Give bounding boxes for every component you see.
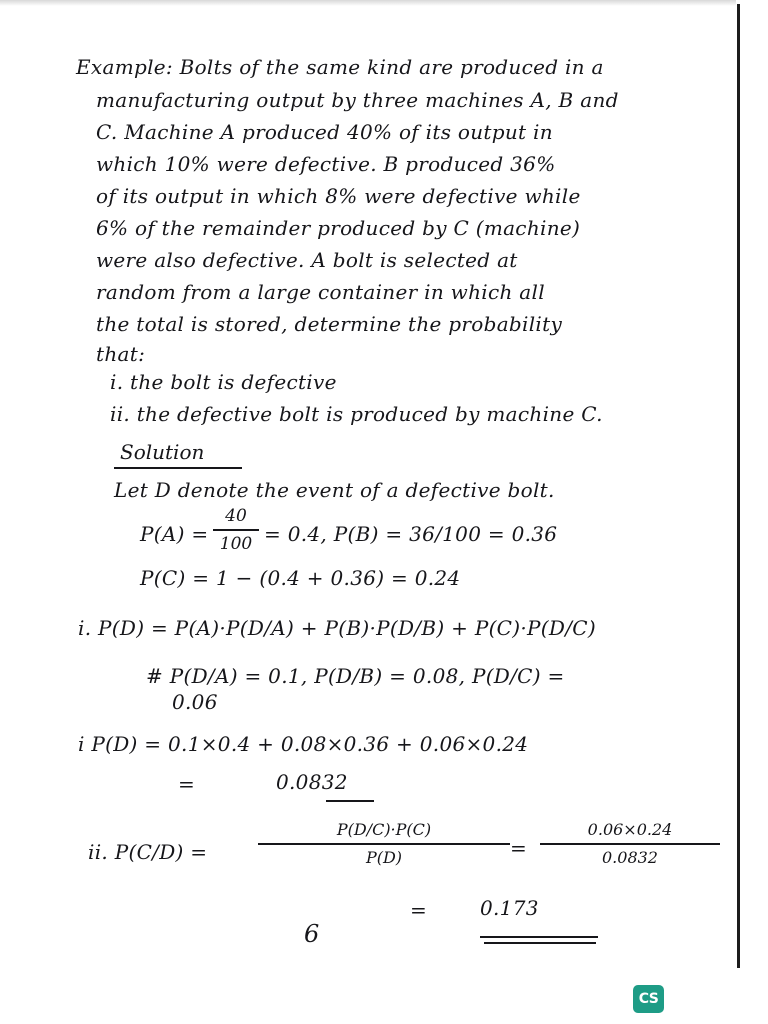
problem-line-7: were also defective. A bolt is selected at	[96, 248, 518, 272]
problem-line-6: 6% of the remainder produced by C (machine)	[96, 216, 581, 240]
pa-numerator: 40	[225, 506, 247, 526]
part2-value-fraction	[540, 818, 720, 870]
part2-fraction-bar	[258, 843, 510, 845]
solution-heading-underline	[114, 467, 242, 469]
problem-part-ii: ii. the defective bolt is produced by machine C.	[110, 402, 603, 426]
solution-heading: Solution	[120, 440, 205, 464]
pd-result-equals: =	[178, 772, 196, 796]
part2-value-numerator: 0.06×0.24	[587, 820, 673, 839]
pa-lhs: P(A) =	[140, 522, 209, 546]
given-conditionals-cont: 0.06	[172, 690, 218, 714]
problem-line-8: random from a large container in which all	[96, 280, 545, 304]
solution-let-line: Let D denote the event of a defective bolt.	[114, 478, 555, 502]
given-conditionals: # P(D/A) = 0.1, P(D/B) = 0.08, P(D/C) =	[146, 664, 565, 688]
final-answer-underline-2	[484, 942, 596, 944]
part2-denominator: P(D)	[365, 848, 403, 867]
pa-fraction-bar	[213, 529, 259, 531]
page-right-edge	[737, 4, 740, 968]
part2-fraction	[258, 818, 510, 870]
camscanner-logo-badge: CS	[633, 985, 664, 1013]
problem-line-9: the total is stored, determine the probability	[96, 312, 563, 336]
part2-value-denominator: 0.0832	[602, 848, 658, 867]
problem-line-3: C. Machine A produced 40% of its output in	[96, 120, 553, 144]
part2-equals: =	[510, 836, 528, 860]
pa-rest: = 0.4, P(B) = 36/100 = 0.36	[264, 522, 558, 546]
problem-line-1: Example: Bolts of the same kind are produced in a	[76, 55, 604, 79]
pa-denominator: 100	[219, 534, 253, 554]
problem-line-10: that:	[96, 342, 146, 366]
part2-value-bar	[540, 843, 720, 845]
pc-line: P(C) = 1 − (0.4 + 0.36) = 0.24	[140, 566, 461, 590]
problem-line-2: manufacturing output by three machines A, B and	[96, 88, 619, 112]
pd-result: 0.0832	[276, 770, 348, 794]
final-answer: 0.173	[480, 896, 539, 920]
part2-lhs: ii. P(C/D) =	[88, 840, 208, 864]
final-answer-underline-1	[480, 936, 598, 938]
part2-numerator: P(D/C)·P(C)	[336, 820, 432, 839]
page-top-edge	[0, 0, 736, 6]
pd-calculation: i P(D) = 0.1×0.4 + 0.08×0.36 + 0.06×0.24	[78, 732, 529, 756]
page-number: 6	[304, 920, 320, 948]
pa-fraction	[213, 504, 259, 556]
pd-result-underline	[326, 800, 374, 802]
problem-part-i: i. the bolt is defective	[110, 370, 337, 394]
final-equals: =	[410, 898, 428, 922]
total-probability-formula: i. P(D) = P(A)·P(D/A) + P(B)·P(D/B) + P(C)·P(D/C)	[78, 616, 596, 640]
problem-line-4: which 10% were defective. B produced 36%	[96, 152, 556, 176]
problem-line-5: of its output in which 8% were defective while	[96, 184, 581, 208]
